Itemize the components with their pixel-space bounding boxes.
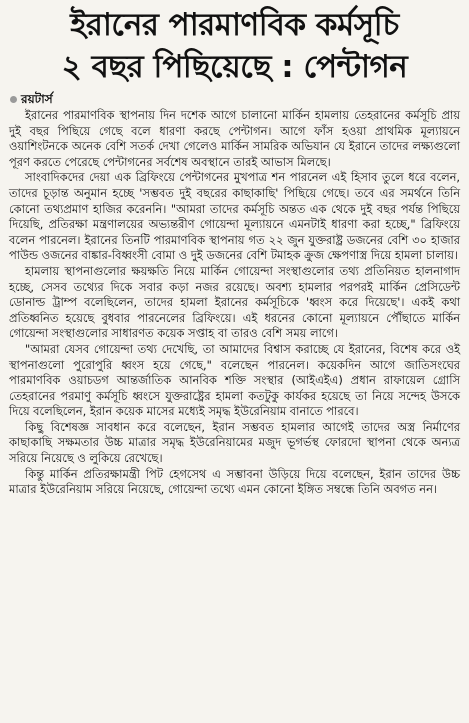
headline-line-2: ২ বছর পিছিয়েছে : পেন্টাগন: [61, 49, 408, 85]
byline-source: রয়টার্স: [21, 92, 53, 106]
paragraph: কিন্তু মার্কিন প্রতিরক্ষামন্ত্রী পিট হেগসেথ এ সম্ভাবনা উড়িয়ে দিয়ে বলেছেন, ইরান তাদের উচ্চ মাত্রার ইউরেনিয়াম সরিয়ে নিয়েছে, গোয়েন্দা তথ্যে এমন কোনো ইঙ্গিত সম্বন্ধে তিনি অবগত নন।: [9, 466, 460, 497]
byline: [0, 92, 469, 106]
article-headline: [0, 0, 469, 88]
paragraph: হামলায় স্থাপনাগুলোর ক্ষয়ক্ষতি নিয়ে মার্কিন গোয়েন্দা সংস্থাগুলোর তথ্য প্রতিনিয়ত হালনাগাদ হচ্ছে, সেসব তথ্যের দিকে সবার কড়া নজর রয়েছে। অবশ্য হামলার পরপরই মার্কিন প্রেসিডেন্ট ডোনাল্ড ট্রাম্প বলেছিলেন, তাদের হামলা ইরানের কর্মসূচিকে 'ধ্বংস করে দিয়েছে'। একই কথা প্রতিধ্বনিত হয়েছে বুধবার পারনেলের ব্রিফিংয়ে। এই ধরনের কোনো মূল্যায়নে পৌঁছাতে মার্কিন গোয়েন্দা সংস্থাগুলোর সাধারণত কয়েক সপ্তাহ বা তারও বেশি সময় লাগে।: [9, 263, 460, 341]
paragraph: সাংবাদিকদের দেয়া এক ব্রিফিংয়ে পেন্টাগনের মুখপাত্র শন পারনেল এই হিসাব তুলে ধরে বলেন, তাদের চূড়ান্ত অনুমান হচ্ছে 'সম্ভবত দুই বছরের কাছাকাছি' পিছিয়ে গেছে। তবে এর সমর্থনে তিনি কোনো তথ্যপ্রমাণ হাজির করেননি। "আমরা তাদের কর্মসূচি অন্তত এক থেকে দুই বছর পর্যন্ত পিছিয়ে দিয়েছি, প্রতিরক্ষা মন্ত্রণালয়ের অভ্যন্তরীণ গোয়েন্দা মূল্যায়নে এমনটাই ধারণা করা হচ্ছে," ব্রিফিংয়ে বলেন পারনেল। ইরানের তিনটি পারমাণবিক স্থাপনায় গত ২২ জুন যুক্তরাষ্ট্র ডজনের বেশি ৩০ হাজার পাউন্ড ওজনের বাঙ্কার-বিধ্বংসী বোমা ও দুই ডজনের বেশি টমাহক ক্রুজ ক্ষেপণাস্ত্র দিয়ে হামলা চালায়।: [9, 170, 460, 263]
paragraph: ইরানের পারমাণবিক স্থাপনায় দিন দশেক আগে চালানো মার্কিন হামলায় তেহরানের কর্মসূচি প্রায় দুই বছর পিছিয়ে গেছে বলে ধারণা করছে পেন্টাগন। আগে ফাঁস হওয়া প্রাথমিক মূল্যায়নে ওয়াশিংটনকে অনেক বেশি সতর্ক দেখা গেলেও মার্কিন সামরিক অভিযান যে ইরানে তাদের লক্ষ্যগুলো পূরণ করতে পেরেছে পেন্টাগনের সর্বশেষ অবস্থানে তারই আভাস মিলছে।: [9, 108, 460, 169]
article-body: [0, 108, 469, 498]
paragraph: কিছু বিশেষজ্ঞ সাবধান করে বলেছেন, ইরান সম্ভবত হামলার আগেই তাদের অস্ত্র নির্মাণের কাছাকাছি সক্ষমতার উচ্চ মাত্রার সমৃদ্ধ ইউরেনিয়ামের মজুদ ভূগর্ভস্থ ফোরদো স্থাপনা থেকে অন্যত্র সরিয়ে নিয়েছে ও লুকিয়ে রেখেছে।: [9, 419, 460, 466]
paragraph: "আমরা যেসব গোয়েন্দা তথ্য দেখেছি, তা আমাদের বিশ্বাস করাচ্ছে যে ইরানের, বিশেষ করে ওই স্থাপনাগুলো পুরোপুরি ধ্বংস হয়ে গেছে," বলেছেন পারনেল। কয়েকদিন আগে জাতিসংঘের পারমাণবিক ওয়াচডগ আন্তর্জাতিক আনবিক শক্তি সংস্থার (আইএইএ) প্রধান রাফায়েল গ্রোসি তেহরানের পরমাণু কর্মসূচি ধ্বংসে যুক্তরাষ্ট্রের হামলা কতটুকু কার্যকর হয়েছে তা নিয়ে সন্দেহ উসকে দিয়ে বলেছিলেন, ইরান কয়েক মাসের মধ্যেই সমৃদ্ধ ইউরেনিয়াম বানাতে পারবে।: [9, 341, 460, 419]
headline-line-1: ইরানের পারমাণবিক কর্মসূচি: [70, 7, 399, 43]
bullet-icon: [10, 96, 17, 103]
